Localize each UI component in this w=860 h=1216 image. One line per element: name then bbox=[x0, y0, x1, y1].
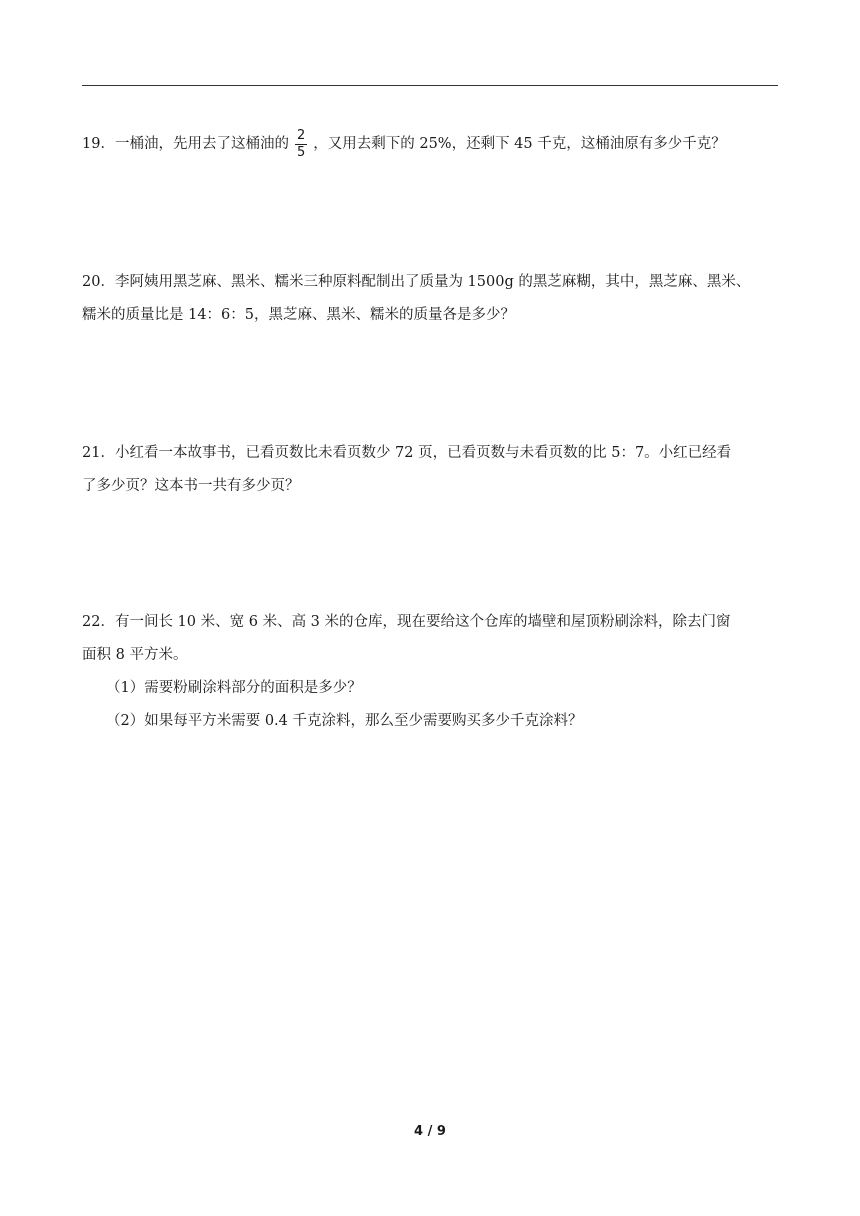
question-22-line-2: 面积 8 平方米。 bbox=[82, 647, 188, 663]
question-21-line-2: 了多少页？这本书一共有多少页？ bbox=[82, 478, 300, 494]
question-22 bbox=[82, 606, 782, 738]
question-21-number: 21． bbox=[82, 445, 115, 461]
question-19-line bbox=[82, 128, 782, 161]
question-19 bbox=[82, 128, 782, 161]
question-22-number: 22． bbox=[82, 614, 115, 630]
sub-question-1: （1）需要粉刷涂料部分的面积是多少？ bbox=[106, 680, 362, 696]
header-rule bbox=[82, 85, 778, 86]
question-22-text: 有一间长 10 米、宽 6 米、高 3 米的仓库，现在要给这个仓库的墙壁和屋顶粉刷涂料，除去门窗 bbox=[114, 614, 731, 630]
question-20 bbox=[82, 266, 782, 332]
fraction-two-fifths bbox=[295, 129, 307, 160]
page-number: 4 / 9 bbox=[414, 1124, 446, 1139]
question-21 bbox=[82, 437, 782, 503]
question-20-line-2: 糯米的质量比是 14：6：5，黑芝麻、黑米、糯米的质量各是多少？ bbox=[82, 307, 516, 323]
question-19-text-before: 一桶油，先用去了这桶油的 bbox=[114, 136, 289, 152]
question-20-line-1 bbox=[82, 266, 782, 299]
question-20-number: 20． bbox=[82, 274, 115, 290]
fraction-denominator: 5 bbox=[296, 144, 306, 160]
question-19-number: 19． bbox=[82, 136, 115, 152]
question-20-text: 李阿姨用黑芝麻、黑米、糯米三种原料配制出了质量为 1500g 的黑芝麻糊，其中，黑芝麻、黑米、 bbox=[114, 274, 751, 290]
question-22-line-1 bbox=[82, 606, 782, 639]
fraction-numerator: 2 bbox=[296, 127, 306, 143]
sub-question-2: （2）如果每平方米需要 0.4 千克涂料，那么至少需要购买多少千克涂料？ bbox=[106, 713, 583, 729]
question-21-text: 小红看一本故事书，已看页数比未看页数少 72 页，已看页数与未看页数的比 5：7。小红已经看 bbox=[114, 445, 732, 461]
question-21-line-1 bbox=[82, 437, 782, 470]
question-19-text-after: ，又用去剩下的 25%，还剩下 45 千克，这桶油原有多少千克？ bbox=[313, 136, 726, 152]
